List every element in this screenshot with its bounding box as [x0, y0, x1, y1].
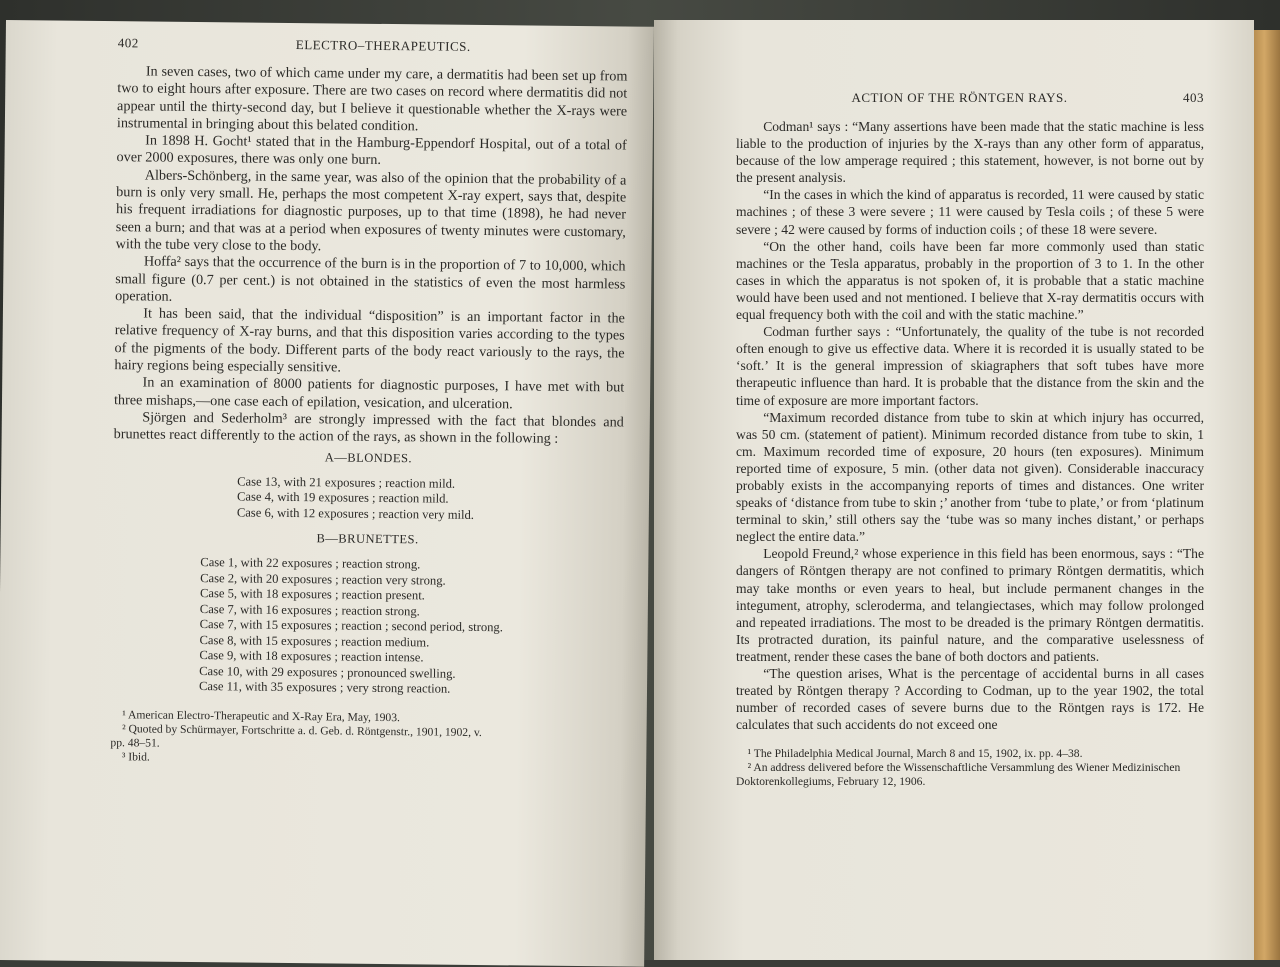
- case-entry: Case 13, with 21 exposures ; reaction mild.: [237, 473, 456, 491]
- page-number: 403: [1183, 90, 1204, 105]
- blondes-heading: A—BLONDES.: [324, 449, 413, 465]
- right-body-text: [736, 118, 1204, 733]
- paragraph: “The question arises, What is the percentage of accidental burns in all cases treated by Röntgen therapy ? According to Codman, up to the year 1902, the total number of recorded cases of severe burns due to the Röntgen rays is 172. He calculates that such accidents do not exceed one: [736, 666, 1204, 733]
- case-entry: Case 11, with 35 exposures ; very strong reaction.: [198, 679, 451, 696]
- running-title: ACTION OF THE RÖNTGEN RAYS.: [851, 90, 1068, 105]
- brunettes-case-list: [111, 554, 622, 699]
- case-entry: Case 10, with 29 exposures ; pronounced swelling.: [199, 663, 456, 681]
- paragraph: “On the other hand, coils have been far more commonly used than static machines or the Tesla apparatus, probably in the proportion of 3 to 1. In the other cases in which the apparatus is not spoken of, it is probable that a static machine would have been used and not mentioned. I believe that X-ray dermatitis occurs with equal frequency both with the coil and with the static machine.”: [736, 238, 1204, 323]
- paragraph: In seven cases, two of which came under my care, a dermatitis had been set up from two to eight hours after exposure. There are two cases on record where dermatitis did not appear until the thirty-second day, but I believe it questionable whether the X-rays were instrumental in bringing about this belated condition.: [116, 63, 628, 135]
- brunettes-heading: B—BRUNETTES.: [316, 531, 419, 547]
- paragraph: Albers-Schönberg, in the same year, was also of the opinion that the probability of a burn is only very small. He, perhaps the most competent X-ray expert, says that, despite his frequent irradiations for diagnostic purposes, up to that time (1898), he had never seen a burn; and that was at a period when exposures of twenty minutes were customary, with the tube very close to the body.: [115, 167, 627, 255]
- left-footnotes: [110, 708, 621, 769]
- case-entry: Case 8, with 15 exposures ; reaction medium.: [199, 632, 430, 649]
- left-page: [0, 20, 654, 967]
- paragraph: Codman¹ says : “Many assertions have been made that the static machine is less liable to the production of injuries by the X-rays than any other form of apparatus, because of the low amperage required ; this statement, however, is not borne out by the present analysis.: [736, 119, 1204, 186]
- case-entry: Case 5, with 18 exposures ; reaction present.: [199, 586, 425, 603]
- left-body-text: [114, 63, 628, 449]
- left-running-head: [118, 35, 628, 56]
- paragraph: Leopold Freund,² whose experience in this field has been enormous, says : “The dangers of Röntgen therapy are not confined to primary Röntgen dermatitis, which may take months or even years to heal, but include permanent changes in the integument, atrophy, scleroderma, and telangiectases, which may follow prolonged and repeated irradiations. The most to be dreaded is the primary Röntgen dermatitis. Its protracted duration, its painful nature, and the comparative uselessness of treatment, render these cases the bane of both doctors and patients.: [736, 546, 1204, 664]
- case-entry: Case 9, with 18 exposures ; reaction intense.: [199, 648, 424, 665]
- paragraph: Sjörgen and Sederholm³ are strongly impressed with the fact that blondes and brunettes react differently to the action of the rays, as shown in the following :: [113, 409, 624, 448]
- footnote: ³ Ibid.: [121, 749, 150, 764]
- paragraph: “Maximum recorded distance from tube to skin at which injury has occurred, was 50 cm. (statement of patient). Minimum recorded distance from tube to skin, 1 cm. Maximum recorded time of exposure, 20 hours (ten exposures). Minimum reported time of exposure, 5 min. (other data not given). Considerable inaccuracy probably exists in the accompanying reports of times and distances. One writer speaks of ‘distance from tube to skin ;’ another from ‘tube to plate,’ or from ‘platinum terminal to skin,’ still others say the ‘tube was so many inches distant,’ or perhaps neglect the entire data.”: [736, 409, 1204, 545]
- footnote: ¹ The Philadelphia Medical Journal, March 8 and 15, 1902, ix. pp. 4–38.: [747, 747, 1083, 761]
- book-cover-edge: [1254, 30, 1280, 960]
- paragraph: “In the cases in which the kind of apparatus is recorded, 11 were caused by static machines ; of these 3 were severe ; 11 were caused by Tesla coils ; of these 5 were severe ; 42 were caused by forms of induction coils ; of these 18 were severe.: [736, 187, 1204, 237]
- paragraph: In 1898 H. Gocht¹ stated that in the Hamburg-Eppendorf Hospital, out of a total of over 2000 exposures, there was only one burn.: [116, 132, 627, 169]
- right-footnotes: [736, 747, 1204, 789]
- paragraph: In an examination of 8000 patients for diagnostic purposes, I have met with but three mishaps,—one case each of epilation, vesication, and ulceration.: [113, 374, 625, 412]
- footnote: ² An address delivered before the Wissenschaftliche Versammlung des Wiener Medizinischen Doktorenkollegiums, February 12, 1906.: [736, 761, 1181, 789]
- right-running-head: [736, 90, 1204, 106]
- page-number: 402: [117, 35, 139, 51]
- case-entry: Case 1, with 22 exposures ; reaction strong.: [200, 555, 421, 572]
- running-title: ELECTRO–THERAPEUTICS.: [295, 37, 471, 54]
- paragraph: Hoffa² says that the occurrence of the burn is in the proportion of 7 to 10,000, which small figure (0.7 per cent.) is not obtained in the statistics of even the most harmless operation.: [115, 253, 626, 305]
- footnote: ¹ American Electro-Therapeutic and X-Ray Era, May, 1903.: [122, 707, 401, 724]
- case-entry: Case 4, with 19 exposures ; reaction mild.: [236, 489, 449, 506]
- paragraph: Codman further says : “Unfortunately, the quality of the tube is not recorded often enough to give us effective data. Where it is recorded it is usually stated to be ‘soft.’ It is the general impression of skiagraphers that soft tubes have more therapeutic influence than hard. It is probable that the distance from the skin and the time of exposure are more important factors.: [736, 324, 1204, 408]
- case-entry: Case 2, with 20 exposures ; reaction very strong.: [200, 570, 446, 588]
- right-page: [654, 20, 1254, 960]
- footnote-continuation: pp. 48–51.: [110, 735, 160, 750]
- case-entry: Case 7, with 16 exposures ; reaction strong.: [199, 601, 420, 618]
- case-entry: Case 6, with 12 exposures ; reaction very mild.: [236, 504, 475, 522]
- footnote: ² Quoted by Schürmayer, Fortschritte a. d. Geb. d. Röntgenstr., 1901, 1902, v.: [122, 721, 482, 739]
- case-entry: Case 7, with 15 exposures ; reaction ; second period, strong.: [199, 617, 503, 635]
- blondes-case-list: [113, 473, 623, 525]
- paragraph: It has been said, that the individual “disposition” is an important factor in the relative frequency of X-ray burns, and that this disposition varies according to the types of the pigments of the body. Different parts of the body react variously to the rays, the hairy regions being especially sensitive.: [114, 305, 625, 376]
